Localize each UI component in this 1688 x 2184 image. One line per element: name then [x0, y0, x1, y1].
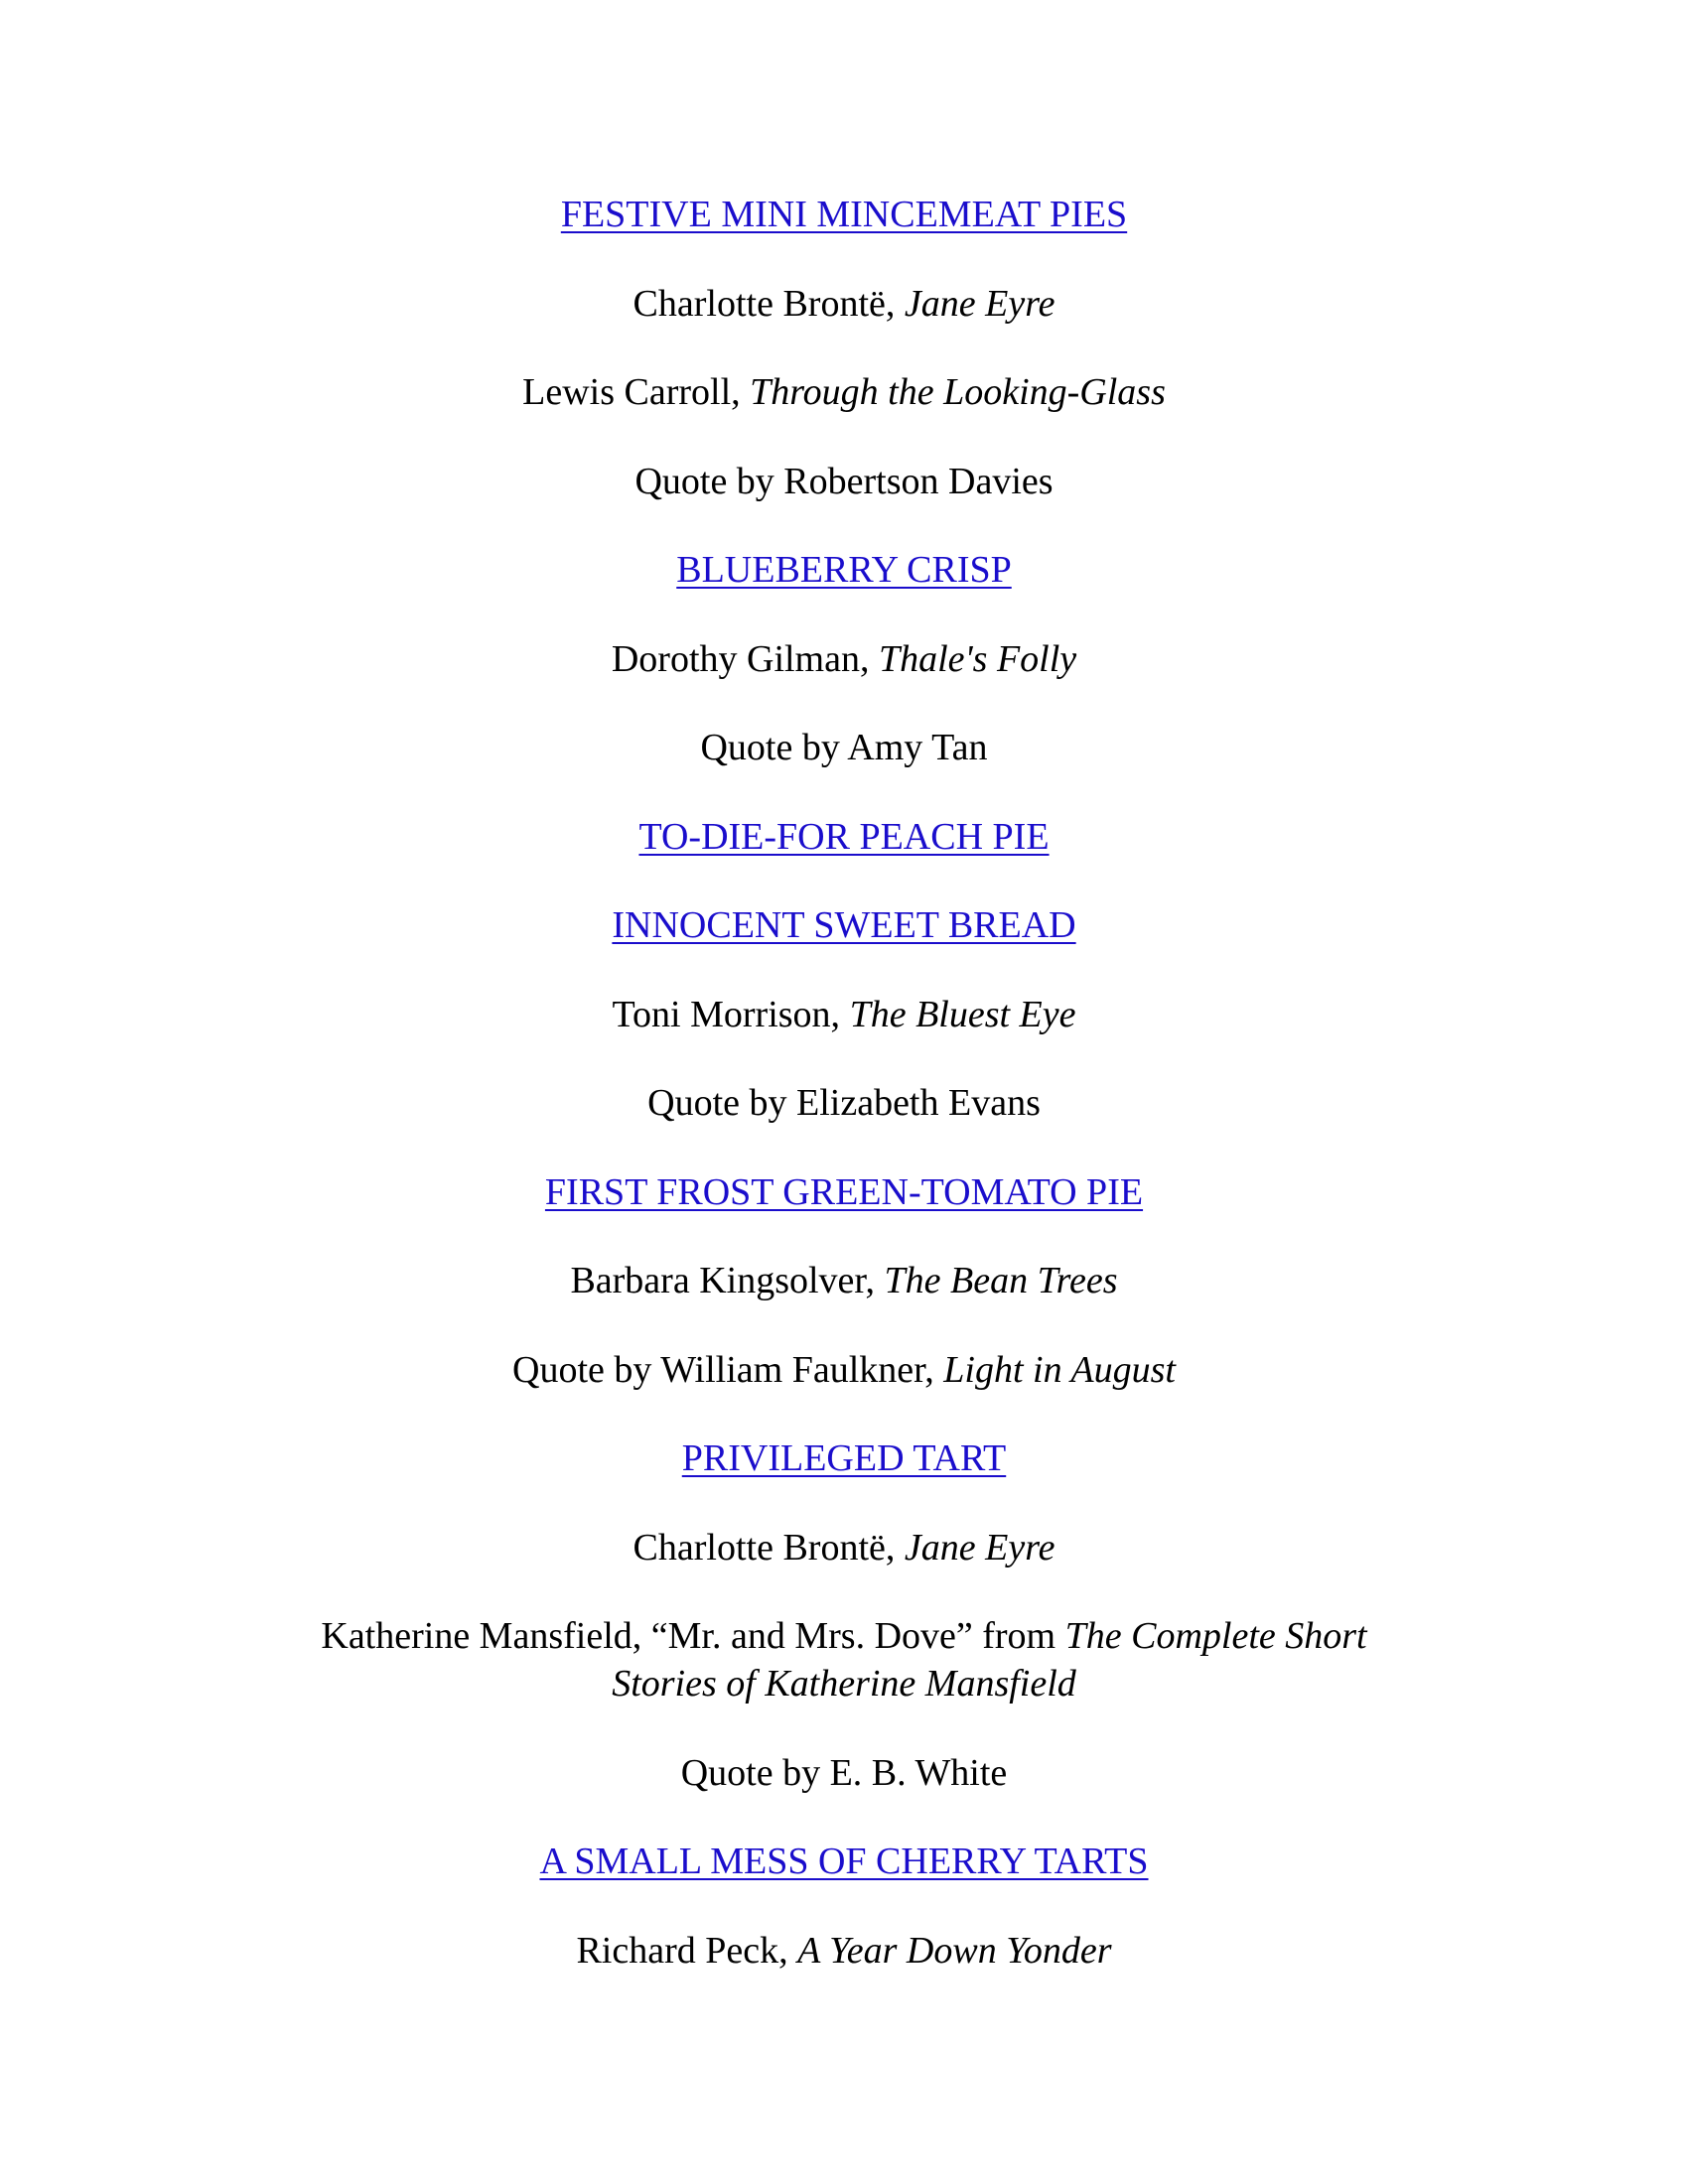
recipe-entry	[248, 1434, 1440, 1482]
source-author: Richard Peck,	[576, 1929, 798, 1972]
source-work-title: Light in August	[943, 1348, 1176, 1391]
recipe-link-privileged-tart[interactable]: PRIVILEGED TART	[681, 1437, 1007, 1479]
recipe-entry	[248, 901, 1440, 949]
source-entry	[248, 1257, 1440, 1304]
quote-credit: Quote by Elizabeth Evans	[647, 1082, 1041, 1124]
source-entry	[248, 1524, 1440, 1571]
quote-credit: Quote by Amy Tan	[700, 727, 988, 768]
source-author: Quote by William Faulkner,	[512, 1348, 944, 1391]
source-author: Katherine Mansfield, “Mr. and Mrs. Dove” from	[321, 1615, 1065, 1657]
source-entry	[248, 635, 1440, 683]
recipe-entry	[248, 191, 1440, 238]
recipe-entry	[248, 813, 1440, 861]
quote-entry	[248, 1749, 1440, 1797]
source-entry	[248, 280, 1440, 328]
source-work-title: A Year Down Yonder	[797, 1929, 1112, 1972]
source-entry	[248, 1346, 1440, 1394]
source-author: Charlotte Brontë,	[633, 282, 905, 325]
source-work-title: The Complete Short Stories of Katherine Mansfield	[612, 1615, 1367, 1705]
quote-entry	[248, 1079, 1440, 1127]
recipe-link-innocent-sweet-bread[interactable]: INNOCENT SWEET BREAD	[612, 904, 1076, 946]
source-work-title: The Bluest Eye	[849, 993, 1076, 1035]
quote-entry	[248, 724, 1440, 771]
source-author: Lewis Carroll,	[522, 371, 751, 413]
contents-list	[248, 191, 1440, 2015]
recipe-link-to-die-for-peach-pie[interactable]: TO-DIE-FOR PEACH PIE	[638, 815, 1050, 858]
source-entry	[248, 1927, 1440, 1975]
quote-entry	[248, 458, 1440, 505]
recipe-link-festive-mini-mincemeat-pies[interactable]: FESTIVE MINI MINCEMEAT PIES	[560, 194, 1128, 235]
source-author: Charlotte Brontë,	[633, 1526, 905, 1569]
source-author: Barbara Kingsolver,	[570, 1260, 885, 1301]
source-entry	[248, 991, 1440, 1038]
source-author: Toni Morrison,	[612, 993, 850, 1035]
source-author: Dorothy Gilman,	[611, 637, 879, 680]
recipe-entry	[248, 1168, 1440, 1216]
source-work-title: Jane Eyre	[904, 1526, 1055, 1569]
source-work-title: Thale's Folly	[878, 637, 1077, 680]
source-work-title: Through the Looking-Glass	[750, 371, 1166, 413]
source-work-title: Jane Eyre	[904, 282, 1055, 325]
recipe-link-blueberry-crisp[interactable]: BLUEBERRY CRISP	[676, 549, 1012, 591]
quote-credit: Quote by E. B. White	[680, 1751, 1008, 1794]
source-work-title: The Bean Trees	[884, 1260, 1118, 1301]
quote-credit: Quote by Robertson Davies	[634, 460, 1054, 502]
source-entry	[248, 368, 1440, 416]
recipe-entry	[248, 546, 1440, 594]
recipe-entry	[248, 1838, 1440, 1885]
recipe-link-first-frost-green-tomato-pie[interactable]: FIRST FROST GREEN-TOMATO PIE	[544, 1170, 1144, 1213]
recipe-link-a-small-mess-of-cherry-tarts[interactable]: A SMALL MESS OF CHERRY TARTS	[539, 1841, 1149, 1882]
source-entry	[248, 1612, 1440, 1707]
